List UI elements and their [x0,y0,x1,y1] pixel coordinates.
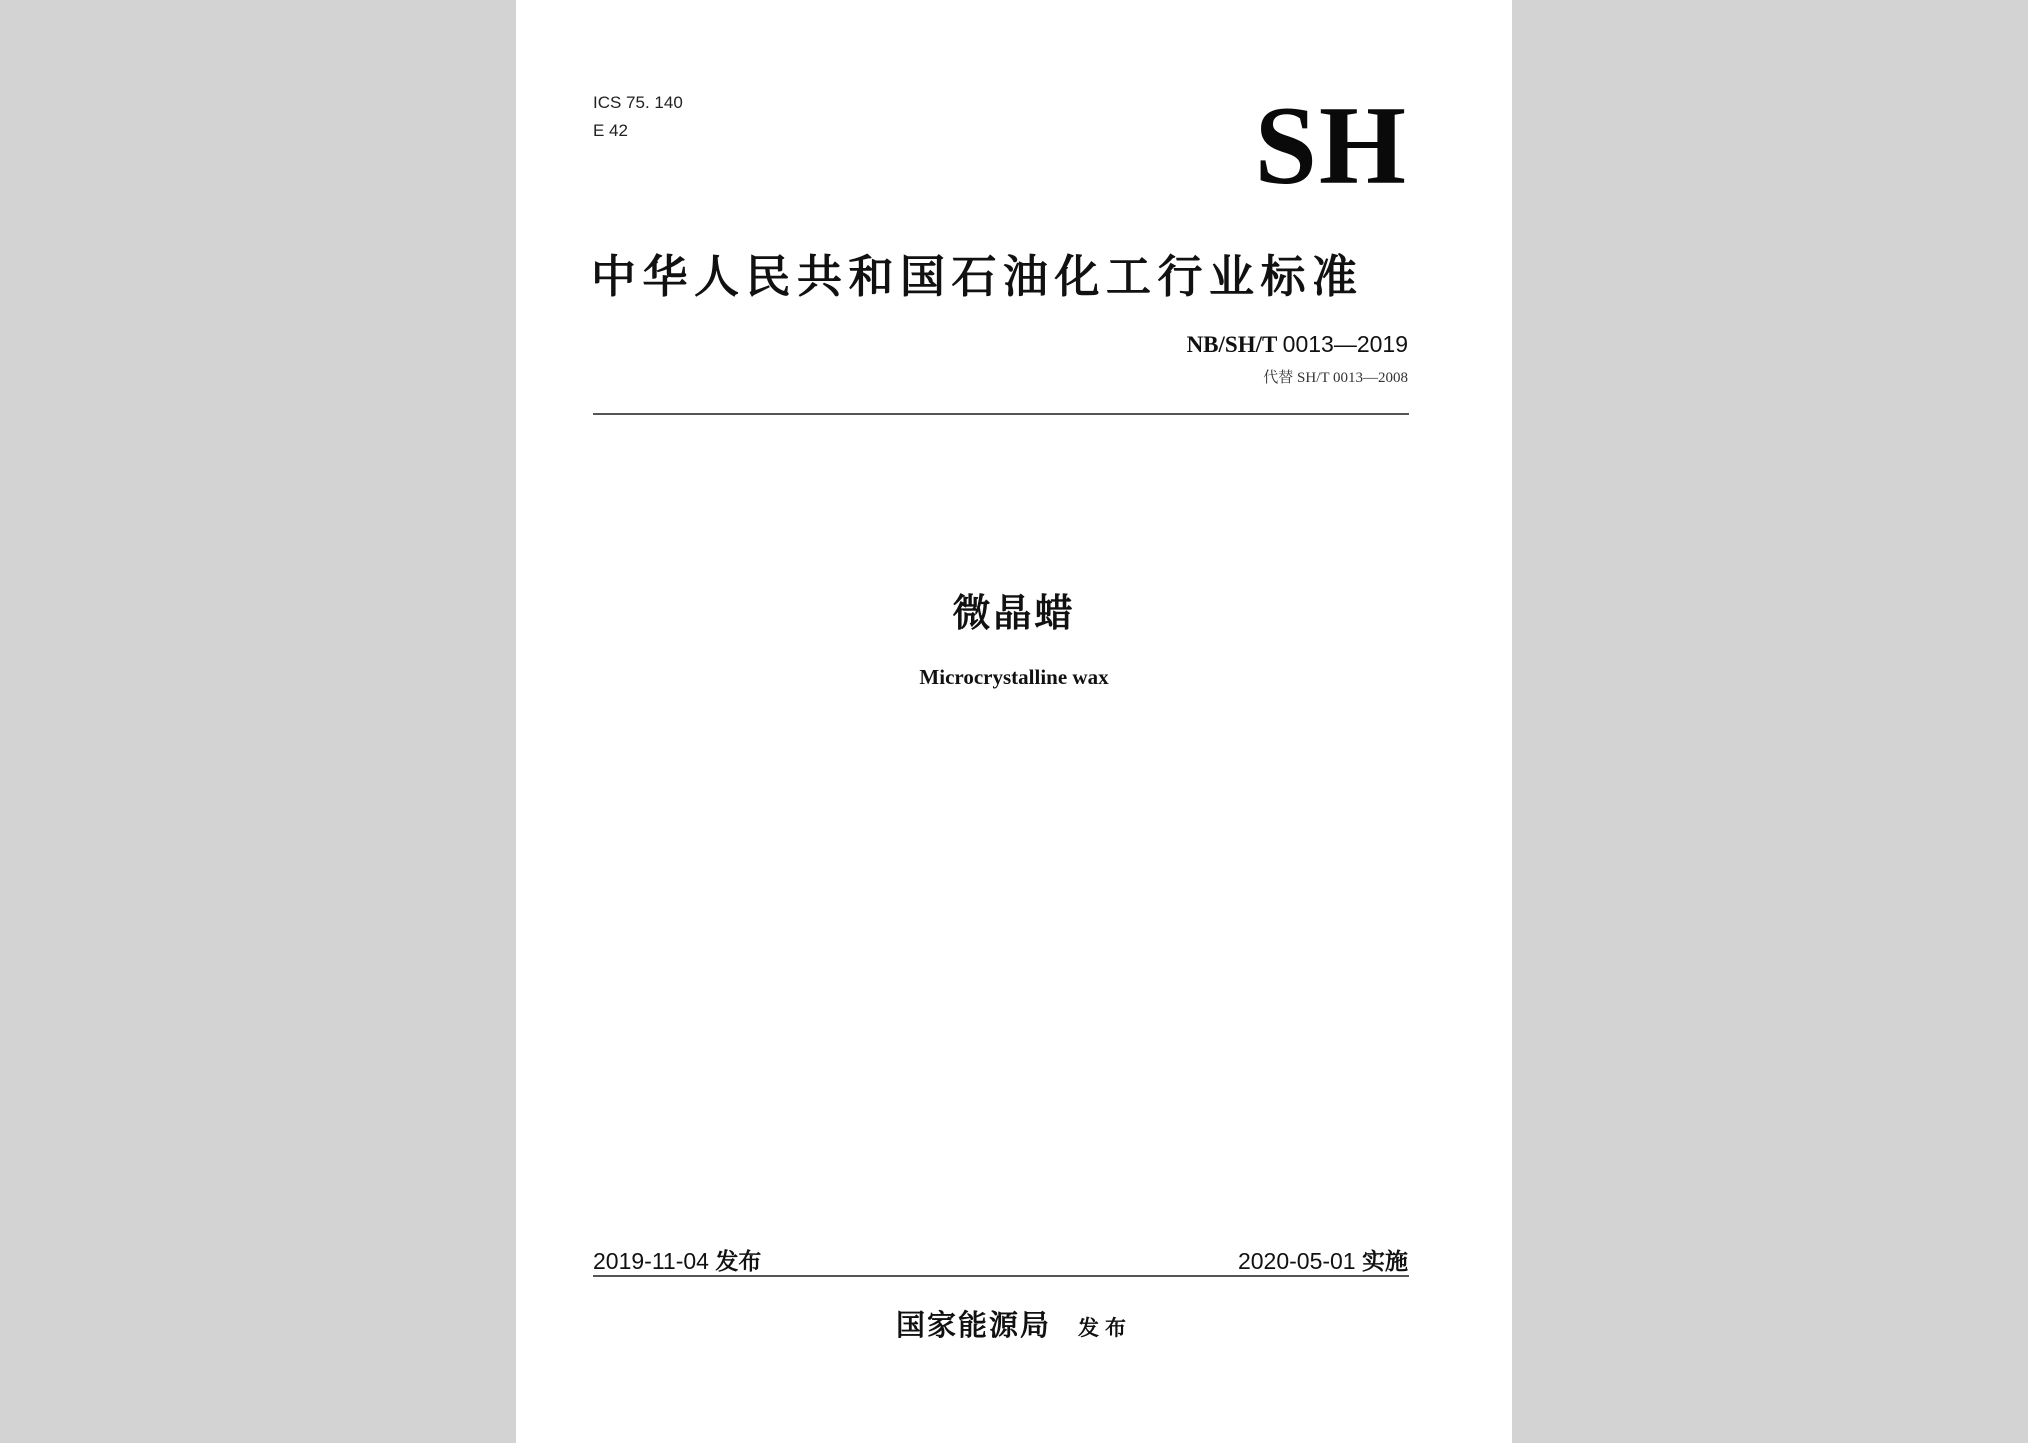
issuer-name: 国家能源局 [895,1308,1051,1342]
issue-date-label: 发布 [715,1249,762,1275]
implementation-date-value: 2020-05-01 [1237,1248,1356,1274]
org-title: 中华人民共和国石油化工行业标准 [591,250,1364,303]
document-title-english: Microcrystalline wax [919,665,1109,689]
implementation-date [1238,1243,1408,1276]
ics-code: ICS 75. 140 [593,93,683,112]
replaces-standard: 代替 SH/T 0013—2008 [1263,370,1408,386]
implementation-date-label: 实施 [1362,1249,1408,1275]
issue-date-value: 2019-11-04 [593,1248,709,1274]
standard-number-prefix: NB/SH/T [1186,332,1277,357]
issuer-line [516,1303,1512,1344]
issue-date [593,1243,761,1276]
bottom-divider [593,1275,1409,1277]
standard-number [1187,331,1408,358]
issuer-action: 发布 [1078,1316,1133,1340]
sh-logo: SH [1254,84,1408,208]
category-code: E 42 [593,121,628,140]
standard-number-tail: 0013—2019 [1282,331,1408,357]
top-divider [593,413,1409,415]
document-page [516,0,1512,1443]
document-title-chinese: 微晶蜡 [952,591,1076,635]
